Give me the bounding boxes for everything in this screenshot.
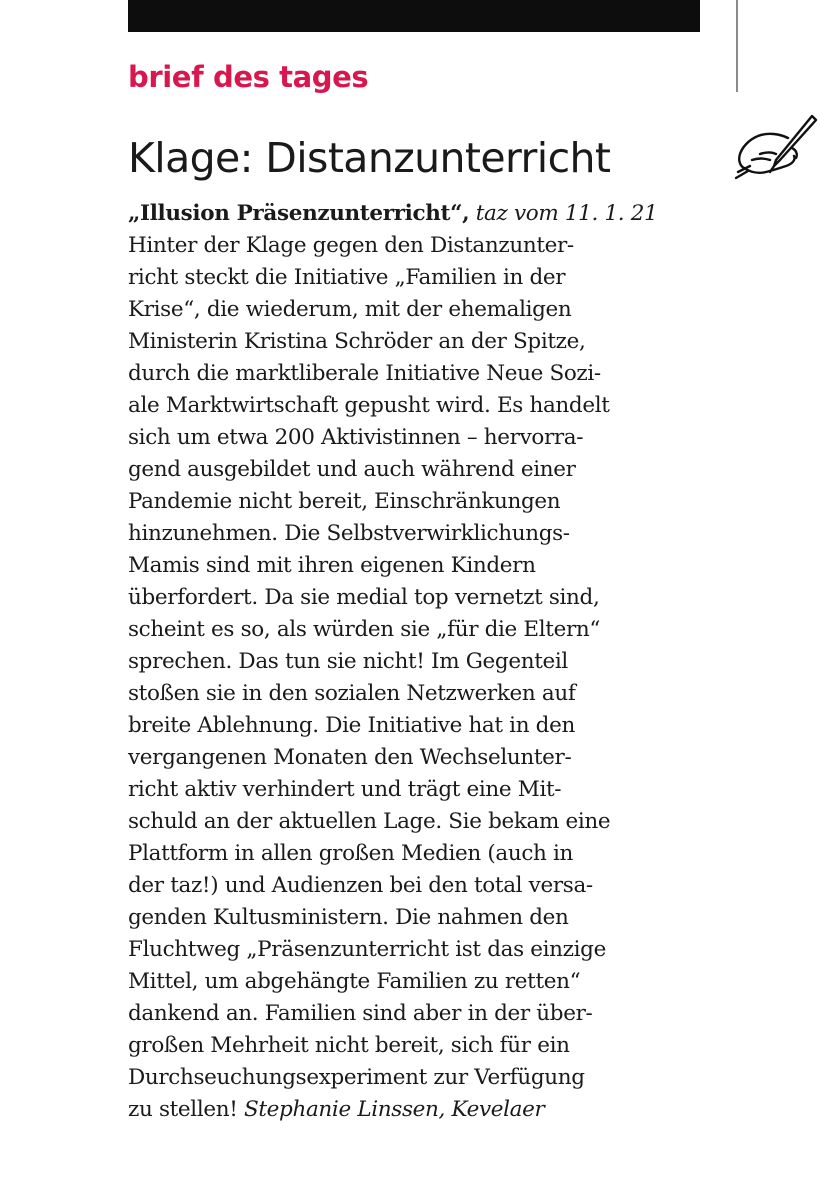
letter-line: gend ausgebildet und auch während einer [128, 457, 576, 482]
letter-line: Mittel, um abgehängte Familien zu retten“ [128, 969, 581, 994]
letter-line: Krise“, die wiederum, mit der ehemaligen [128, 297, 572, 322]
letter-line: sprechen. Das tun sie nicht! Im Gegenteil [128, 649, 568, 674]
letter-line: Pandemie nicht bereit, Einschränkungen [128, 489, 561, 514]
letter-line: stoßen sie in den sozialen Netzwerken auf [128, 681, 576, 706]
letter-line: breite Ablehnung. Die Initiative hat in den [128, 713, 575, 738]
letter-line: Plattform in allen großen Medien (auch in [128, 841, 574, 866]
header-bar [128, 0, 700, 32]
letter-line: richt steckt die Initiative „Familien in der [128, 265, 566, 290]
author-signature: Stephanie Linssen, Kevelaer [244, 1097, 545, 1122]
letter-line: genden Kultusministern. Die nahmen den [128, 905, 569, 930]
letter-line: Ministerin Kristina Schröder an der Spitze, [128, 329, 586, 354]
letter-line: richt aktiv verhindert und trägt eine Mit- [128, 777, 562, 802]
letter-line: sich um etwa 200 Aktivistinnen – hervorra- [128, 425, 584, 450]
writing-hand-icon [730, 108, 820, 198]
column-divider [736, 0, 738, 92]
section-label: brief des tages [128, 60, 369, 94]
letter-line: Mamis sind mit ihren eigenen Kindern [128, 553, 536, 578]
letter-line: Hinter der Klage gegen den Distanzunter- [128, 233, 574, 258]
reference-title: „Illusion Präsenzunterricht“, [128, 201, 470, 226]
letter-line: scheint es so, als würden sie „für die Eltern“ [128, 617, 601, 642]
letter-line: ale Marktwirtschaft gepusht wird. Es handelt [128, 393, 610, 418]
letter-line: Fluchtweg „Präsenzunterricht ist das einzige [128, 937, 606, 962]
letter-line: vergangenen Monaten den Wechselunter- [128, 745, 572, 770]
letter-line: durch die marktliberale Initiative Neue Sozi- [128, 361, 601, 386]
letter-reference [128, 198, 708, 230]
letter-line: hinzunehmen. Die Selbstverwirklichungs- [128, 521, 570, 546]
headline: Klage: Distanzunterricht [128, 134, 611, 182]
letter-line: großen Mehrheit nicht bereit, sich für ein [128, 1033, 570, 1058]
letter-line: überfordert. Da sie medial top vernetzt sind, [128, 585, 600, 610]
letter-body [128, 198, 708, 1126]
letter-line: dankend an. Familien sind aber in der über- [128, 1001, 593, 1026]
letter-line: der taz!) und Audienzen bei den total versa- [128, 873, 593, 898]
reference-source: taz vom 11. 1. 21 [475, 201, 658, 226]
letter-line: schuld an der aktuellen Lage. Sie bekam eine [128, 809, 611, 834]
letter-last-line [128, 1094, 708, 1126]
letter-closing-text: zu stellen! [128, 1097, 238, 1122]
letter-line: Durchseuchungsexperiment zur Verfügung [128, 1065, 585, 1090]
